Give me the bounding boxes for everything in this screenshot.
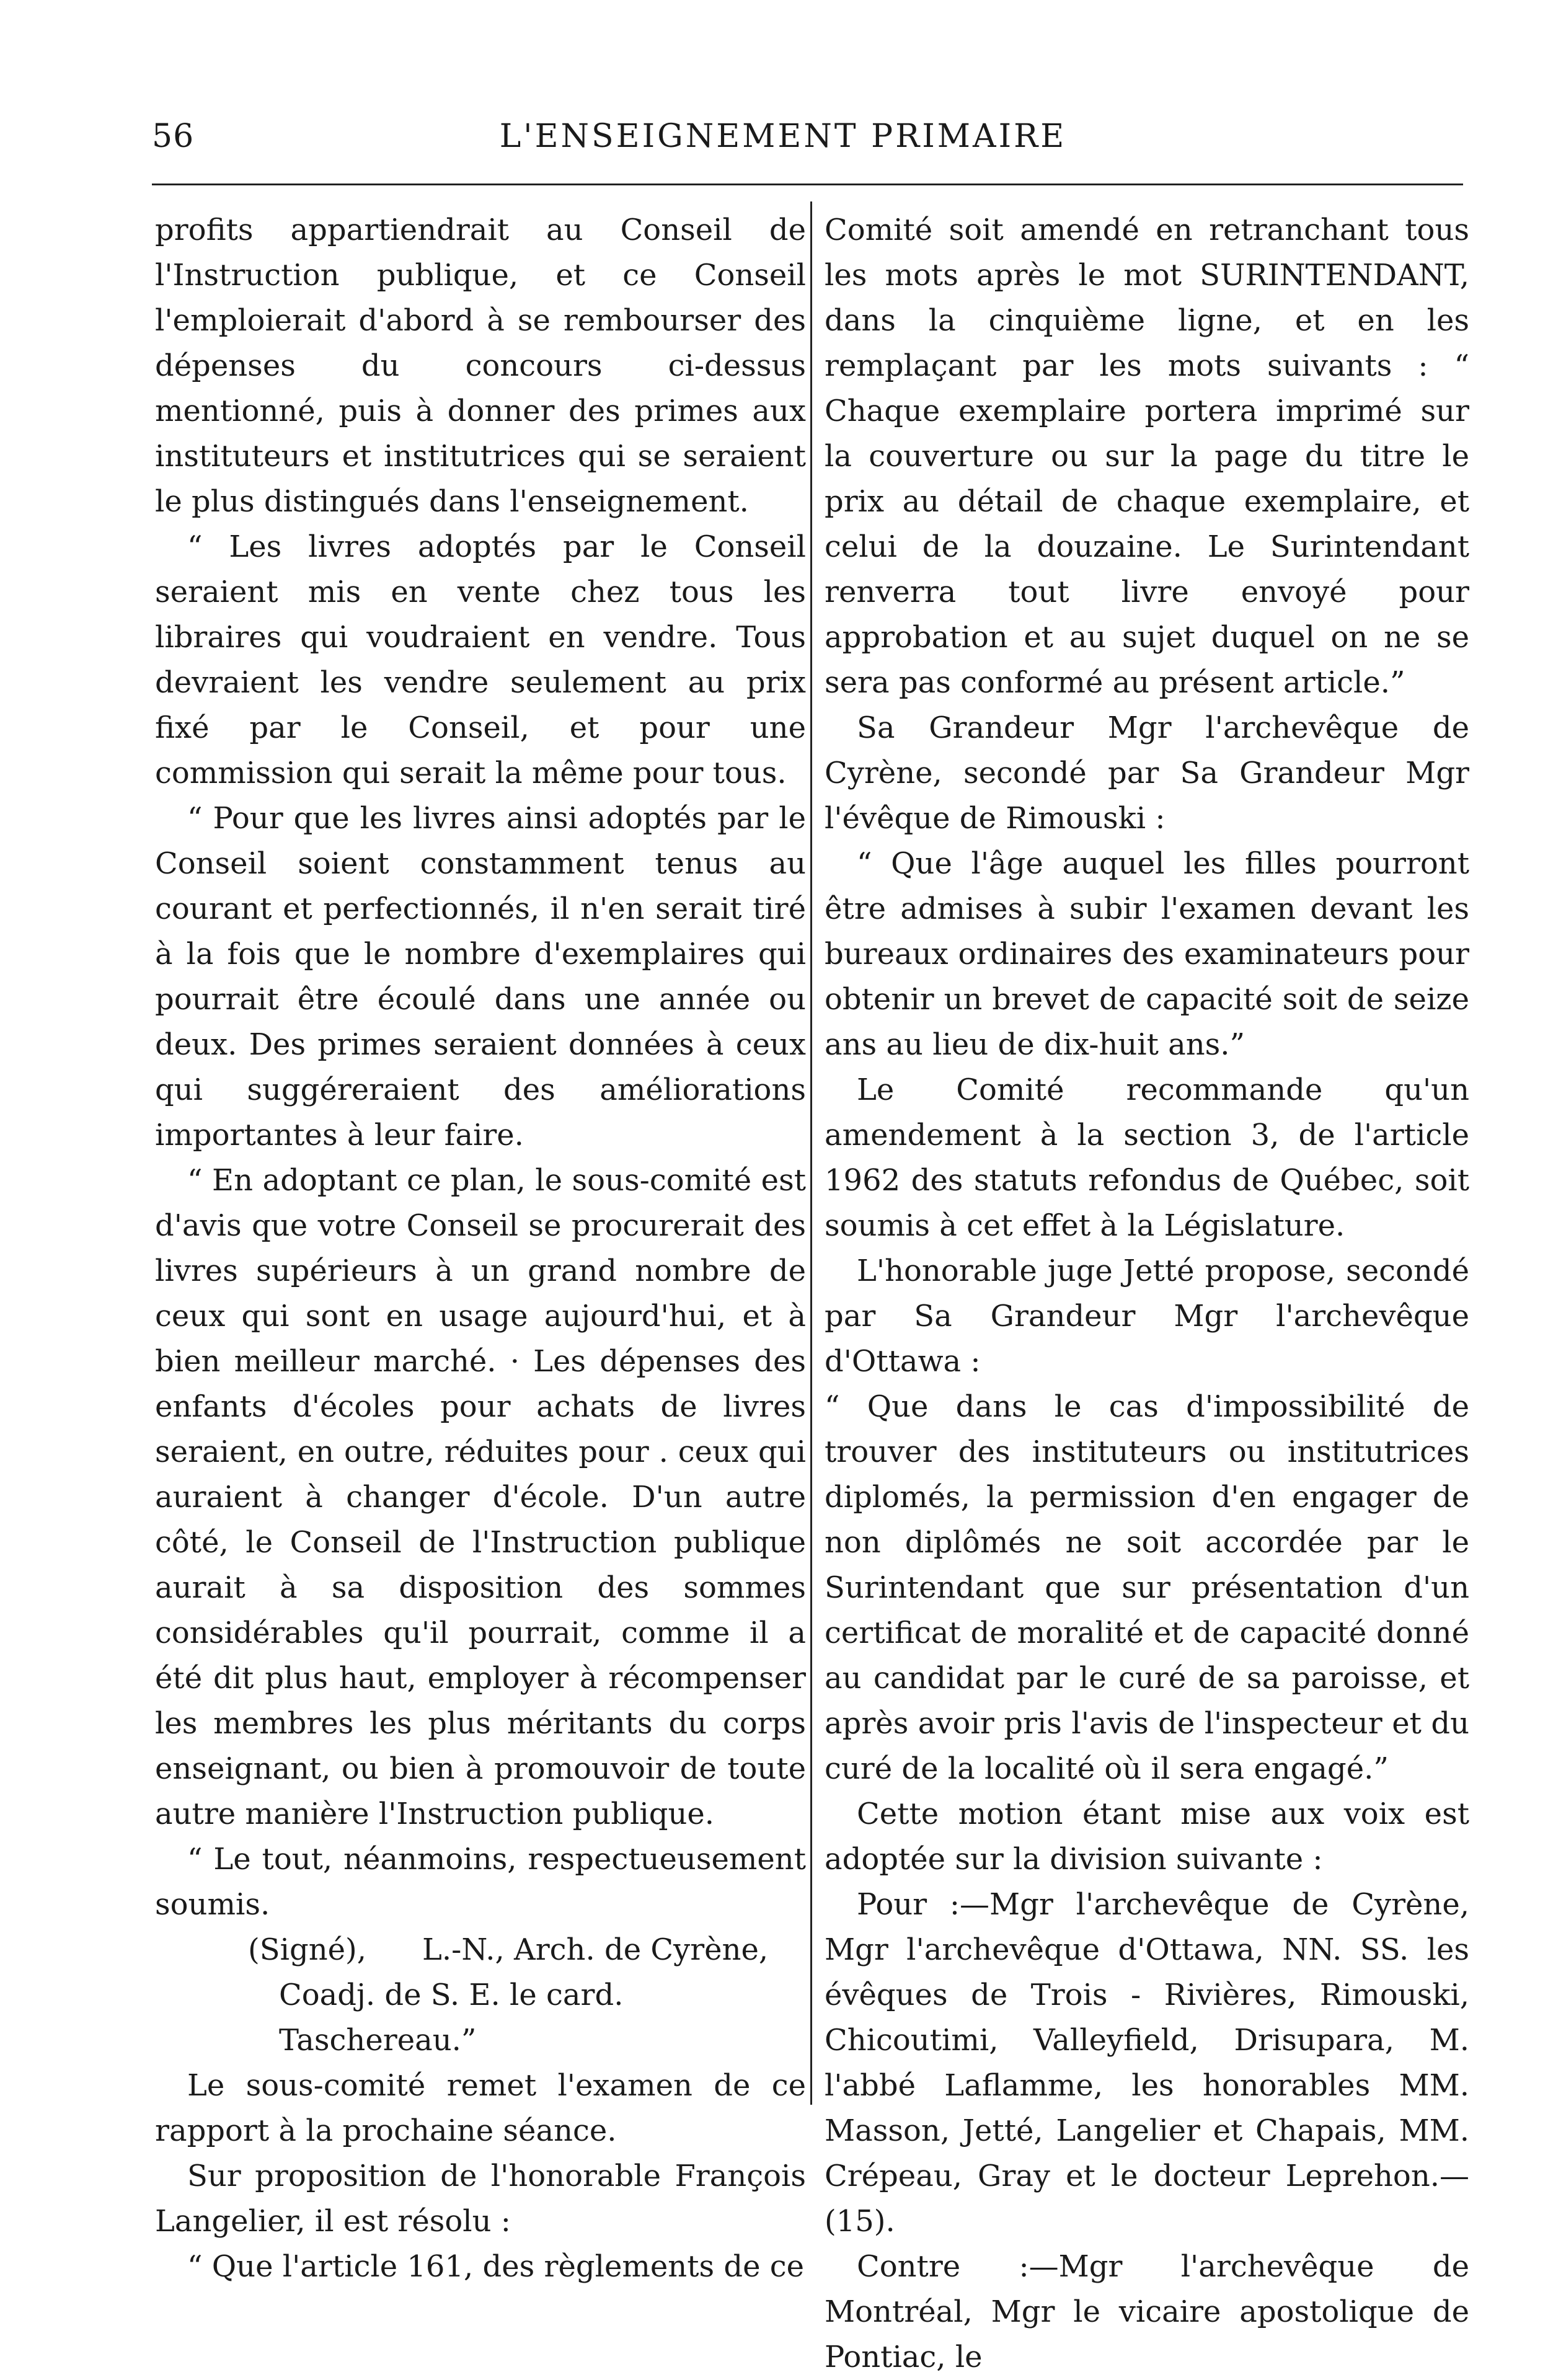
- right-paragraph-1: Comité soit amendé en retranchant tous les mots après le mot SURINTENDANT, dans la cinquième ligne, et en les remplaçant par les mots suivants : “ Chaque exemplaire portera imprimé sur la couverture ou sur la page du titre le prix au détail de chaque exemplaire, et celui de la douzaine. Le Surintendant renverra tout livre envoyé pour approbation et au sujet duquel on ne se sera pas conformé au présent article.”: [825, 213, 1469, 700]
- left-paragraph-5: “ Le tout, néanmoins, respectueusement soumis.: [155, 1842, 806, 1922]
- left-paragraph-2: “ Les livres adoptés par le Conseil seraient mis en vente chez tous les libraires qui voudraient en vendre. Tous devraient les vendre seulement au prix fixé par le Conseil, et pour une commission qui serait la même pour tous.: [155, 529, 806, 790]
- right-paragraph-2: Sa Grandeur Mgr l'archevêque de Cyrène, secondé par Sa Grandeur Mgr l'évêque de Rimouski :: [825, 710, 1469, 836]
- left-column: [155, 208, 806, 2289]
- right-paragraph-8: Pour :—Mgr l'archevêque de Cyrène, Mgr l'archevêque d'Ottawa, NN. SS. les évêques de Trois - Rivières, Rimouski, Chicoutimi, Valleyfield, Drisupara, M. l'abbé Laflamme, les honorables MM. Masson, Jetté, Langelier et Chapais, MM. Crépeau, Gray et le docteur Leprehon.—(15).: [825, 1887, 1469, 2239]
- signature-signed: (Signé),: [248, 1932, 366, 1967]
- signature-name: L.-N., Arch. de Cyrène,: [422, 1932, 769, 1967]
- right-paragraph-9: Contre :—Mgr l'archevêque de Montréal, Mgr le vicaire apostolique de Pontiac, le: [825, 2249, 1469, 2374]
- left-paragraph-3: “ Pour que les livres ainsi adoptés par le Conseil soient constamment tenus au courant et perfectionnés, il n'en serait tiré à la fois que le nombre d'exemplaires qui pourrait être écoulé dans une année ou deux. Des primes seraient données à ceux qui suggéreraient des améliorations importantes à leur faire.: [155, 801, 806, 1152]
- left-paragraph-1: profits appartiendrait au Conseil de l'Instruction publique, et ce Conseil l'emploierait d'abord à se rembourser des dépenses du concours ci-dessus mentionné, puis à donner des primes aux instituteurs et institutrices qui se seraient le plus distingués dans l'enseignement.: [155, 213, 806, 519]
- signature-block: [155, 1927, 806, 2063]
- right-paragraph-3: “ Que l'âge auquel les filles pourront être admises à subir l'examen devant les bureaux ordinaires des examinateurs pour obtenir un brevet de capacité soit de seize ans au lieu de dix-huit ans.”: [825, 846, 1469, 1062]
- right-paragraph-4: Le Comité recommande qu'un amendement à la section 3, de l'article 1962 des statuts refondus de Québec, soit soumis à cet effet à la Législature.: [825, 1073, 1469, 1243]
- right-paragraph-5: L'honorable juge Jetté propose, secondé par Sa Grandeur Mgr l'archevêque d'Ottawa :: [825, 1254, 1469, 1379]
- right-paragraph-6: “ Que dans le cas d'impossibilité de trouver des instituteurs ou institutrices diplomés, la permission d'en engager de non diplômés ne soit accordée par le Surintendant que sur présentation d'un certificat de moralité et de capacité donné au candidat par le curé de sa paroisse, et après avoir pris l'avis de l'inspecteur et du curé de la localité où il sera engagé.”: [825, 1389, 1469, 1786]
- left-paragraph-7: Sur proposition de l'honorable François Langelier, il est résolu :: [155, 2159, 806, 2239]
- page-number: 56: [152, 118, 195, 155]
- header-rule: [152, 184, 1463, 185]
- column-divider: [810, 201, 812, 2105]
- left-paragraph-8: “ Que l'article 161, des règlements de ce: [187, 2249, 805, 2284]
- left-paragraph-6: Le sous-comité remet l'examen de ce rapport à la prochaine séance.: [155, 2068, 806, 2148]
- left-paragraph-4: “ En adoptant ce plan, le sous-comité est d'avis que votre Conseil se procurerait des livres supérieurs à un grand nombre de ceux qui sont en usage aujourd'hui, et à bien meilleur marché. · Les dépenses des enfants d'écoles pour achats de livres seraient, en outre, réduites pour . ceux qui auraient à changer d'école. D'un autre côté, le Conseil de l'Instruction publique aurait à sa disposition des sommes considérables qu'il pourrait, comme il a été dit plus haut, employer à récompenser les membres les plus méritants du corps enseignant, ou bien à promouvoir de toute autre manière l'Instruction publique.: [155, 1163, 806, 1831]
- signature-line-2: Coadj. de S. E. le card. Taschereau.”: [279, 1978, 624, 2058]
- running-head-title: L'ENSEIGNEMENT PRIMAIRE: [499, 118, 1067, 155]
- right-paragraph-7: Cette motion étant mise aux voix est adoptée sur la division suivante :: [825, 1797, 1469, 1877]
- right-column: [825, 208, 1469, 2380]
